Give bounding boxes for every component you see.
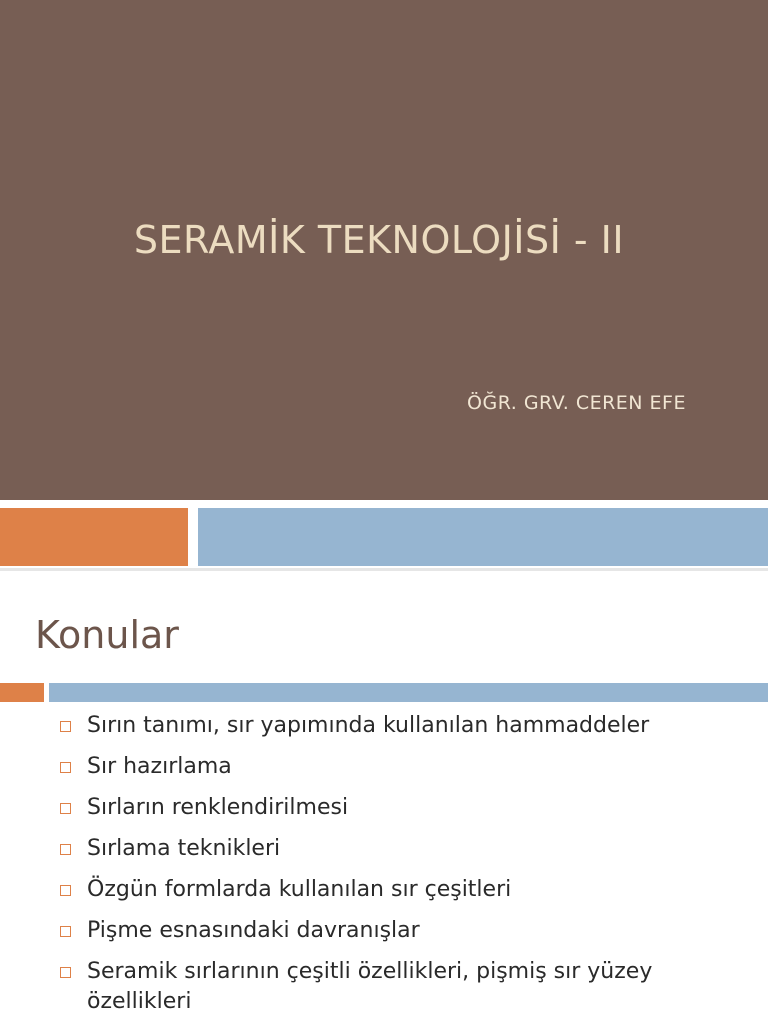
list-item: [60, 752, 760, 782]
list-item: [60, 793, 760, 823]
list-item-text: Sır hazırlama: [87, 754, 232, 779]
orange-accent-band: [0, 508, 188, 566]
square-bullet-icon: [60, 803, 71, 814]
list-item-text: Sırın tanımı, sır yapımında kullanılan hammaddeler: [87, 713, 650, 738]
square-bullet-icon: [60, 721, 71, 732]
list-item: [60, 916, 760, 946]
content-slide: [0, 571, 768, 1024]
list-item-text: Sırlama teknikleri: [87, 836, 281, 861]
list-item-text: Seramik sırlarının çeşitli özellikleri, pişmiş sır yüzey özellikleri: [87, 959, 653, 1014]
list-item: [60, 875, 760, 905]
square-bullet-icon: [60, 844, 71, 855]
author-name: ÖĞR. GRV. CEREN EFE: [467, 392, 686, 414]
list-item: [60, 957, 760, 1017]
title-panel: [0, 0, 768, 500]
slide-title: SERAMİK TEKNOLOJİSİ - II: [133, 218, 625, 262]
list-item-text: Sırların renklendirilmesi: [87, 795, 349, 820]
square-bullet-icon: [60, 926, 71, 937]
topics-list: [60, 711, 760, 1028]
square-bullet-icon: [60, 885, 71, 896]
blue-accent-band: [198, 508, 768, 566]
list-item: [60, 834, 760, 864]
list-item: [60, 711, 760, 741]
square-bullet-icon: [60, 762, 71, 773]
square-bullet-icon: [60, 967, 71, 978]
list-item-text: Özgün formlarda kullanılan sır çeşitleri: [87, 877, 512, 902]
orange-accent-bar: [0, 683, 44, 702]
blue-accent-bar: [49, 683, 768, 702]
list-item-text: Pişme esnasındaki davranışlar: [87, 918, 420, 943]
content-title: Konular: [35, 613, 179, 657]
